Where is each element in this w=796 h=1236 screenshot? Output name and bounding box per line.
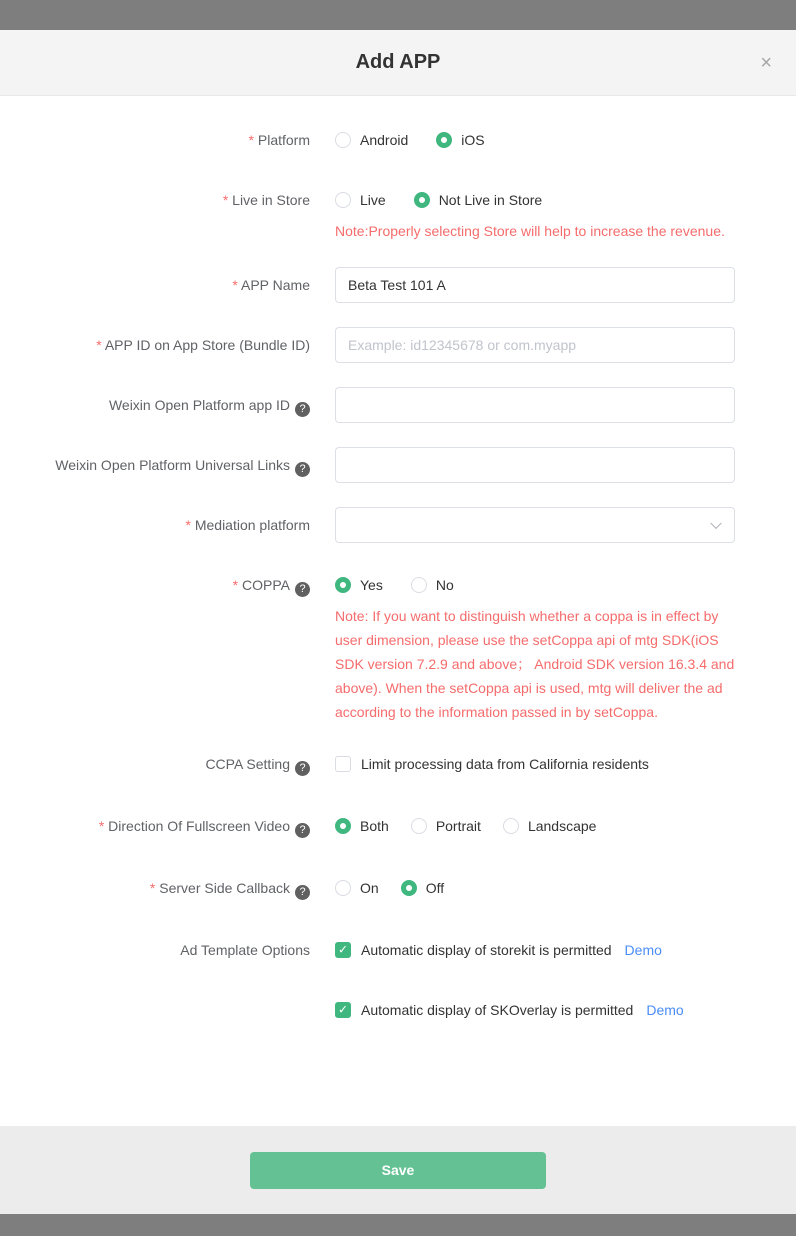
- radio-on[interactable]: [335, 880, 379, 896]
- radio-icon: [436, 132, 452, 148]
- radio-label: Yes: [360, 577, 383, 593]
- live-in-store-note: Note:Properly selecting Store will help to increase the revenue.: [335, 223, 725, 239]
- platform-radio-group: [335, 130, 735, 150]
- mediation-platform-label: * Mediation platform: [185, 517, 310, 533]
- form-row-weixin-app-id: [0, 387, 796, 423]
- form-row-app-id: [0, 327, 796, 363]
- help-icon[interactable]: [295, 582, 310, 597]
- modal-footer: [0, 1126, 796, 1214]
- radio-label: Live: [360, 192, 386, 208]
- platform-label: * Platform: [249, 132, 310, 148]
- modal-header: [0, 30, 796, 96]
- radio-landscape[interactable]: [503, 818, 597, 834]
- radio-label: Both: [360, 818, 389, 834]
- checkbox-label: Automatic display of SKOverlay is permitted: [361, 1002, 634, 1018]
- weixin-universal-links-label: Weixin Open Platform Universal Links: [55, 457, 290, 473]
- radio-icon: [411, 577, 427, 593]
- radio-icon: [335, 132, 351, 148]
- checkbox-label: Limit processing data from California residents: [361, 756, 649, 772]
- checkbox-icon: [335, 942, 351, 958]
- weixin-app-id-input[interactable]: [335, 387, 735, 423]
- coppa-note: Note: If you want to distinguish whether a coppa is in effect by user dimension, please use the setCoppa api of mtg SDK(iOS SDK version 7.2.9 and above； Android SDK version 16.3.4 and above). When the setCoppa api is used, mtg will deliver the ad according to the information passed in by setCoppa.: [335, 608, 735, 720]
- server-side-callback-radio-group: [335, 878, 735, 898]
- skoverlay-checkbox[interactable]: [335, 1002, 633, 1018]
- chevron-down-icon: [710, 518, 721, 529]
- radio-icon: [414, 192, 430, 208]
- weixin-app-id-label: Weixin Open Platform app ID: [108, 397, 290, 413]
- live-in-store-label: * Live in Store: [223, 192, 310, 208]
- form-row-weixin-universal-links: [0, 447, 796, 483]
- form-row-ad-template-storekit: [0, 940, 796, 960]
- ad-template-options-label: Ad Template Options: [180, 942, 310, 958]
- checkbox-label: Automatic display of storekit is permitted: [361, 942, 612, 958]
- save-button[interactable]: Save: [250, 1152, 546, 1189]
- app-id-input[interactable]: [335, 327, 735, 363]
- form-row-live-in-store: [0, 190, 796, 243]
- skoverlay-demo-link[interactable]: Demo: [646, 1002, 684, 1018]
- help-icon[interactable]: [295, 402, 310, 417]
- form-row-ad-template-skoverlay: [0, 1000, 796, 1020]
- radio-label: On: [360, 880, 379, 896]
- radio-off[interactable]: [401, 880, 444, 896]
- help-icon[interactable]: [295, 823, 310, 838]
- storekit-demo-link[interactable]: Demo: [624, 942, 662, 958]
- radio-portrait[interactable]: [411, 818, 481, 834]
- radio-android[interactable]: [335, 132, 408, 148]
- form-row-direction: [0, 816, 796, 838]
- radio-label: Android: [360, 132, 409, 148]
- form-row-mediation-platform: [0, 507, 796, 543]
- help-icon[interactable]: [295, 462, 310, 477]
- radio-icon: [335, 192, 351, 208]
- radio-icon: [411, 818, 427, 834]
- coppa-label: * COPPA: [233, 577, 290, 593]
- radio-icon: [401, 880, 417, 896]
- direction-radio-group: [335, 816, 735, 836]
- radio-label: No: [435, 577, 454, 593]
- server-side-callback-label: * Server Side Callback: [150, 880, 290, 896]
- backdrop-top: [0, 0, 796, 30]
- direction-label: * Direction Of Fullscreen Video: [99, 818, 290, 834]
- form-row-server-side-callback: [0, 878, 796, 900]
- coppa-radio-group: [335, 575, 735, 595]
- radio-label: iOS: [461, 132, 485, 148]
- radio-icon: [335, 818, 351, 834]
- radio-live[interactable]: [335, 192, 386, 208]
- radio-both[interactable]: [335, 818, 389, 834]
- storekit-checkbox[interactable]: [335, 942, 612, 958]
- ccpa-checkbox[interactable]: [335, 756, 649, 772]
- help-icon[interactable]: [295, 885, 310, 900]
- form-row-coppa: [0, 575, 796, 724]
- radio-coppa-no[interactable]: [411, 577, 454, 593]
- weixin-universal-links-input[interactable]: [335, 447, 735, 483]
- radio-coppa-yes[interactable]: [335, 577, 383, 593]
- radio-icon: [335, 880, 351, 896]
- radio-icon: [335, 577, 351, 593]
- radio-not-live-in-store[interactable]: [414, 192, 543, 208]
- radio-label: Off: [425, 880, 445, 896]
- mediation-platform-select[interactable]: [335, 507, 735, 543]
- ccpa-label: CCPA Setting: [205, 756, 290, 772]
- modal-title: Add APP: [355, 51, 441, 73]
- app-id-label: * APP ID on App Store (Bundle ID): [96, 337, 310, 353]
- radio-label: Landscape: [527, 818, 597, 834]
- app-name-label: * APP Name: [232, 277, 310, 293]
- app-name-input[interactable]: [335, 267, 735, 303]
- checkbox-icon: [335, 756, 351, 772]
- radio-ios[interactable]: [436, 132, 484, 148]
- form-row-app-name: [0, 267, 796, 303]
- live-in-store-radio-group: [335, 190, 735, 210]
- add-app-modal: [0, 30, 796, 1214]
- form-row-platform: [0, 130, 796, 150]
- close-icon[interactable]: ×: [760, 51, 772, 74]
- radio-label: Not Live in Store: [438, 192, 543, 208]
- form-row-ccpa: [0, 754, 796, 776]
- radio-label: Portrait: [435, 818, 481, 834]
- radio-icon: [503, 818, 519, 834]
- checkbox-icon: [335, 1002, 351, 1018]
- modal-body: [0, 96, 796, 1126]
- help-icon[interactable]: [295, 761, 310, 776]
